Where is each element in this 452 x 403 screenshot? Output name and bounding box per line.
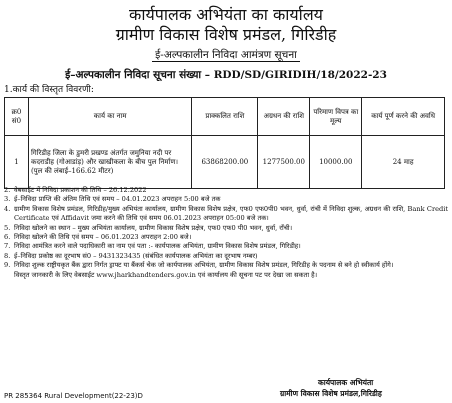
list-item — [4, 261, 448, 270]
section-title: 1.कार्य की विस्तृत विवरणी: — [4, 85, 94, 95]
notice-heading-text: ई-अल्पकालीन निविदा आमंत्रण सूचना — [152, 49, 300, 62]
cell-earnest-money: 1277500.00 — [258, 136, 310, 189]
list-item — [4, 205, 448, 224]
col-header-earnest-money: अग्रधन की राशि — [258, 98, 310, 136]
note-text: निविदा शुल्क राष्ट्रीयकृत बैंक द्वारा निर्गत ड्राफ्ट या बैंकर्स चेक जो कार्यपालक अभियंता, ग्रामीण विकास विशेष प्रमंडल, गिरिडीह के पदनाम से बने हो स्वीकार्य होंगे। — [14, 261, 394, 270]
office-title: कार्यपालक अभियंता का कार्यालय — [129, 5, 323, 24]
notes-list — [4, 186, 448, 280]
pr-number: PR 285364 Rural Development(22-23)D — [4, 392, 143, 400]
note-text: वेबसाईट में निविदा प्रकाशन की तिथि – 26.12.2022 — [14, 186, 147, 194]
list-item — [4, 242, 448, 251]
cell-work-name: गिरिडीह जिला के डुमरी प्रखण्ड अंतर्गत जमुनिया नदी पर कदराडीह (गोआडांड़) और खाखीकला के बीच पुल निर्माण। (पुल की लंबाई–166.62 मीटर) — [28, 136, 191, 189]
col-header-completion-period: कार्य पूर्ण करने की अवधि — [362, 98, 445, 136]
cell-serial: 1 — [5, 136, 29, 189]
note-text: विस्तृत जानकारी के लिए वेबसाईट www.jharkhandtenders.gov.in एवं कार्यालय की सूचना पट पर देखा जा सकता है। — [14, 270, 318, 279]
notice-heading — [0, 49, 452, 61]
note-number: 7. — [4, 242, 11, 251]
note-number: 8. — [4, 251, 11, 260]
note-text: निविदा आमंत्रित करने वाले पदाधिकारी का नाम एवं पता :- कार्यपालक अभियंता, ग्रामीण विकास विशेष प्रमंडल, गिरिडीह। — [14, 242, 301, 251]
signature-office: ग्रामीण विकास विशेष प्रमंडल,गिरिडीह — [280, 389, 382, 398]
note-number: 3. — [4, 195, 11, 204]
note-number — [4, 271, 14, 280]
list-item — [4, 195, 448, 204]
col-header-estimated-amount: प्राक्कलित राशि — [192, 98, 258, 136]
table-header-row — [5, 98, 445, 136]
table-row — [5, 136, 445, 189]
cell-estimated-amount: 63868200.00 — [192, 136, 258, 189]
cell-boq-cost: 10000.00 — [310, 136, 362, 189]
note-number: 6. — [4, 233, 11, 242]
division-title: ग्रामीण विकास विशेष प्रमंडल, गिरिडीह — [115, 25, 337, 44]
note-text: निविदा खोलने की तिथि एवं समय – 06.01.2023 अपराहन 2:00 बजे। — [14, 233, 192, 242]
list-item — [4, 233, 448, 242]
note-number: 9. — [4, 261, 11, 270]
note-text: ई–निविदा प्रकोष्ठ का दूरभाष सं0 – 9431323435 (संबंधित कार्यपालक अभियंता का दूरभाष नम्बर) — [14, 251, 258, 260]
signature-title: कार्यपालक अभियंता — [318, 378, 374, 387]
cell-completion-period: 24 माह — [362, 136, 445, 189]
list-item — [4, 224, 448, 233]
col-header-serial: क्र0 सं0 — [5, 98, 29, 136]
note-text: ग्रामीण विकास विशेष प्रमंडल, गिरिडीह/मुख्य अभियंता कार्यालय, ग्रामीण विकास विशेष प्रक्षेत्र, एफ0 एफ0पी0 भवन, धुर्वा, रांची में निविदा शुल्क, अग्रधन की राशि, Bank Credit Certificate एवं Affidavit जमा करने की तिथि एवं समय 06.01.2023 अपराहन 05:00 बजे तक। — [14, 204, 448, 223]
note-text: ई–निविदा प्राप्ति की अंतिम तिथि एवं समय – 04.01.2023 अपराहन 5:00 बजे तक — [14, 195, 221, 204]
col-header-work-name: कार्य का नाम — [28, 98, 191, 136]
list-item — [4, 271, 448, 280]
col-header-boq-cost: परिमाण विपत्र का मूल्य — [310, 98, 362, 136]
note-number: 5. — [4, 223, 11, 232]
notice-number: ई–अल्पकालीन निविदा सूचना संख्या – RDD/SD/GIRIDIH/18/2022-23 — [65, 69, 387, 81]
work-details-table — [4, 97, 445, 189]
note-number: 2. — [4, 186, 11, 194]
list-item — [4, 186, 448, 195]
list-item — [4, 252, 448, 261]
note-number: 4. — [4, 204, 11, 213]
note-text: निविदा खोलने का स्थान – मुख्य अभियंता कार्यालय, ग्रामीण विकास विशेष प्रक्षेत्र, एफ0 एफ0 पी0 भवन, धुर्वा, राँची। — [14, 223, 293, 232]
